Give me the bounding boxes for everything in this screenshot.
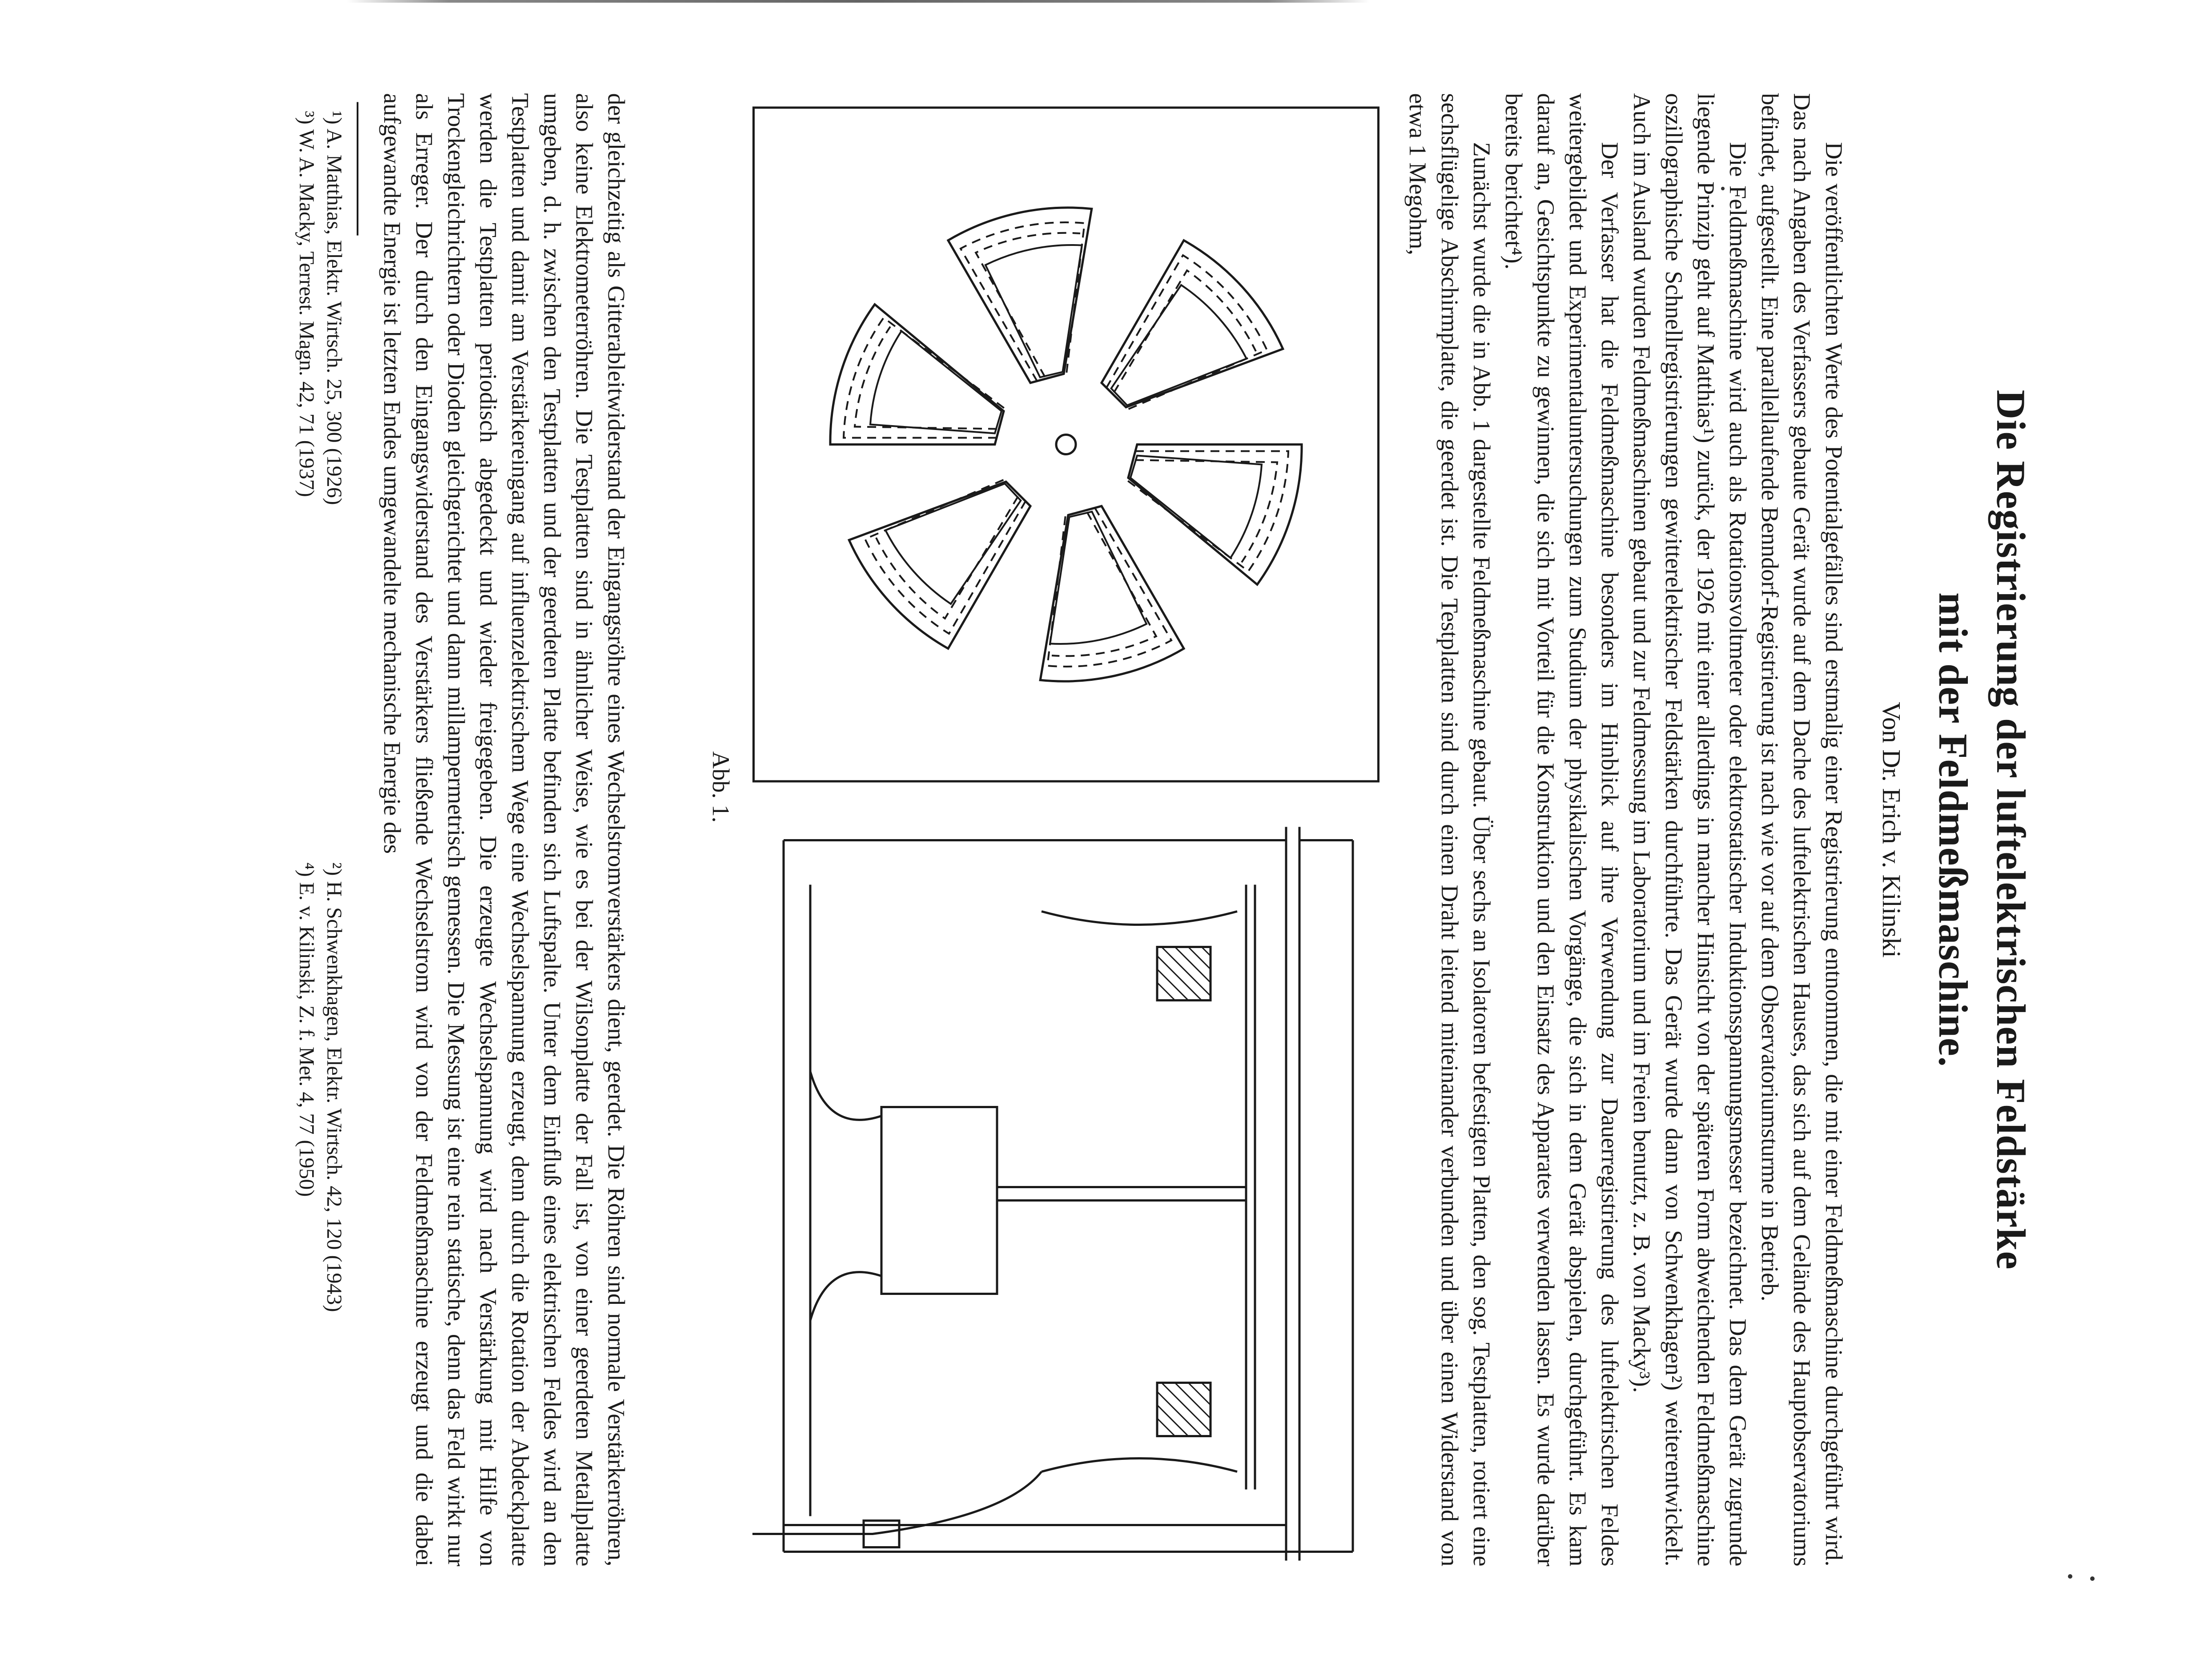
hub-circle [1056, 435, 1076, 454]
scan-edge-artifact [347, 0, 1370, 3]
field-mill-side-view-drawing [748, 823, 1362, 1570]
field-mill-top-view-drawing [755, 109, 1377, 780]
footnote-3: ³) W. A. Macky, Terrest. Magn. 42, 71 (1937) [295, 111, 318, 497]
figure-1 [641, 93, 1379, 1567]
article-title [1924, 93, 2040, 1567]
footnote-2: ²) H. Schwenkhagen, Elektr. Wirtsch. 42, 120 (1943) [322, 862, 346, 1312]
footnote-rule [357, 102, 358, 236]
footnotes-left-column [293, 93, 348, 815]
scan-speck [2090, 1576, 2095, 1581]
field-mill-top-view [752, 107, 1379, 783]
footnotes-right-column [293, 844, 348, 1566]
paragraph-2: Die Feldmeßmaschine wird auch als Rotationsvoltmeter oder elektrostatischer Induktionsspannungsmesser bezeichnet. Das dem Gerät zugrunde liegende Prinzip geht auf Matthias¹) zurück, der 1926 mit einer allerdings in mancher Hinsicht von der späteren Form abweichenden Feldmeßmaschine oszillographische Schnellregistrierungen gewitterelektrischer Feldstärken durchführte. Das Gerät wurde dann von Schwenkhagen²) weiterentwickelt. Auch im Ausland wurden Feldmeßmaschinen gebaut und zur Feldmessung im Laboratorium und im Freien benutzt, z. B. von Macky³). [1629, 93, 1751, 1567]
scan-speck [2068, 1574, 2072, 1579]
article-page [172, 89, 2040, 1571]
paragraph-5: der gleichzeitig als Gitterableitwiderstand der Eingangsröhre eines Wechselstromverstärkers dient, geerdet. Die Röhren sind normale Verstärkerröhren, also keine Elektrometerröhren. Die Testplatten sind in ähnlicher Weise, wie es bei der Wilsonplatte der Fall ist, von einer geerdeten Metallplatte umgeben, d. h. zwischen den Testplatten und der geerdeten Platte befinden sich Luftspalte. Unter dem Einfluß eines elektrischen Feldes wird an den Testplatten und damit am Verstärkereingang auf influenzelektrischem Wege eine Wechselspannung erzeugt, denn durch die Rotation der Abdeckplatte werden die Testplatten periodisch abgedeckt und wieder freigegeben. Die erzeugte Wechselspannung wird nach Verstärkung mit Hilfe von Trockengleichrichtern oder Dioden gleichgerichtet und dann millampermetrisch gemessen. Die Messung ist eine rein statische, denn das Feld wirkt nur als Erreger. Der durch den Eingangswiderstand des Verstärkers fließende Wechselstrom wird von der Feldmeßmaschine erzeugt und die dabei aufgewandte Energie ist letzten Endes umgewandelte mechanische Energie des [379, 93, 630, 1567]
footnotes [293, 93, 358, 1567]
author-byline: Von Dr. Erich v. Kilinski [1877, 702, 1906, 958]
title-line-1: Die Registrierung der luftelektrischen Feldstärke [1988, 390, 2034, 1270]
paragraph-4: Zunächst wurde die in Abb. 1 dargestellte Feldmeßmaschine gebaut. Über sechs an Isolatoren befestigten Platten, den sog. Testplatten, rotiert eine sechsflügelige Abschirmplatte, die geerdet ist. Die Testplatten sind durch einen Draht leitend miteinander verbunden und über einen Widerstand von etwa 1 Megohm, [1404, 93, 1495, 1567]
field-mill-side-view [748, 823, 1362, 1570]
figure-caption: Abb. 1. [708, 751, 734, 823]
title-line-2: mit der Feldmeßmaschine. [1930, 592, 1976, 1067]
footnote-1: ¹) A. Matthias, Elektr. Wirtsch. 25, 300 (1926) [322, 111, 346, 505]
paragraph-3: Der Verfasser hat die Feldmeßmaschine besonders im Hinblick auf ihre Verwendung zur Dauerregistrierung des luftelektrischen Feldes weitergebildet und Experimentaluntersuchungen zum Studium der physikalischen Vorgänge, die sich in dem Gerät abspielen, durchgeführt. Es kam darauf an, Gesichtspunkte zu gewinnen, die sich mit Vorteil für die Konstruktion und den Einsatz des Apparates verwenden lassen. Es wurde darüber bereits berichtet⁴). [1500, 93, 1623, 1567]
paragraph-1: Die veröffentlichten Werte des Potentialgefälles sind erstmalig einer Registrierung entnommen, die mit einer Feldmeßmaschine durchgeführt wird. Das nach Angaben des Verfassers gebaute Gerät wurde auf dem Dache des luftelektrischen Hauses, das sich auf dem Gelände des Hauptobservatoriums befindet, aufgestellt. Eine parallellaufende Benndorf-Registrierung ist nach wie vor auf dem Observatoriumsturme in Betrieb. [1757, 93, 1847, 1567]
footnote-4: ⁴) E. v. Kilinski, Z. f. Met. 4, 77 (1950) [295, 862, 318, 1197]
